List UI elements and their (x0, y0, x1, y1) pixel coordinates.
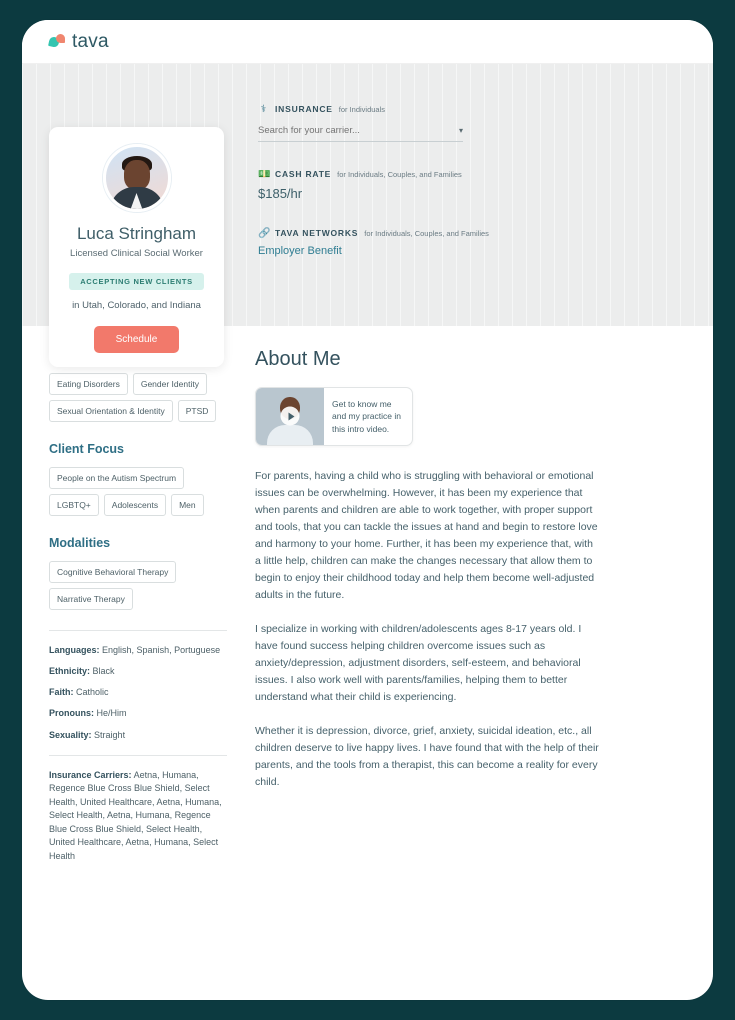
sexuality-row (49, 729, 227, 741)
tava-networks-block (258, 228, 558, 257)
insurance-subtitle: for Individuals (338, 105, 386, 114)
chip[interactable]: LGBTQ+ (49, 494, 99, 516)
chip[interactable]: Gender Identity (133, 373, 207, 395)
cash-rate-block (258, 169, 558, 201)
divider (49, 630, 227, 631)
faith-label: Faith: (49, 687, 74, 698)
schedule-button[interactable]: Schedule (94, 326, 180, 353)
cash-rate-subtitle: for Individuals, Couples, and Families (337, 170, 462, 179)
therapist-location: in Utah, Colorado, and Indiana (72, 300, 201, 311)
chip[interactable]: Narrative Therapy (49, 588, 133, 610)
about-section (255, 348, 600, 863)
about-paragraph: Whether it is depression, divorce, grief, anxiety, suicidal ideation, etc., all children deserve to live happy lives. I have found that with the help of their parents, and the tools from a therapist, this can become a reality for every child. (255, 724, 599, 788)
tava-networks-title: TAVA NETWORKS (275, 228, 359, 238)
avatar (103, 144, 171, 212)
video-thumbnail[interactable] (256, 388, 324, 445)
chip[interactable]: Adolescents (104, 494, 166, 516)
pronouns-label: Pronouns: (49, 708, 94, 719)
insurance-block (258, 104, 558, 142)
tava-networks-subtitle: for Individuals, Couples, and Families (364, 229, 489, 238)
faith-row (49, 686, 227, 698)
modalities-chip-list (49, 561, 227, 610)
languages-value: English, Spanish, Portuguese (102, 645, 221, 655)
languages-label: Languages: (49, 645, 100, 655)
carrier-select[interactable] (258, 125, 463, 142)
about-paragraph: For parents, having a child who is struggling with behavioral or emotional issues can be overwhelming. However, it has been my experience that when parents and children are able to work together, with proper support and tools, that you can tackle the issues at hand and begin to restore love and harmony to your home. Further, it has been my experience that, with a little help, children can make the changes necessary that allow them to begin to enjoy their childhood today and help them become well-adjusted adults in the future. (255, 469, 598, 601)
hero-details-panel (258, 104, 558, 257)
modalities-heading: Modalities (49, 536, 111, 550)
tava-logo-text: tava (72, 30, 109, 52)
pronouns-value: He/Him (96, 708, 127, 719)
shield-icon: ⚕ (260, 104, 267, 115)
about-heading: About Me (255, 348, 341, 370)
insurance-carriers-row (49, 769, 227, 864)
chip[interactable]: Men (171, 494, 204, 516)
chip[interactable]: PTSD (178, 400, 217, 422)
insurance-title: INSURANCE (275, 104, 333, 114)
cash-rate-title: CASH RATE (275, 169, 332, 179)
intro-video-card[interactable] (255, 387, 413, 446)
status-badge: ACCEPTING NEW CLIENTS (69, 273, 204, 290)
cash-rate-value: $185/hr (258, 186, 303, 201)
insurance-carriers-label: Insurance Carriers: (49, 769, 132, 780)
pronouns-row (49, 707, 227, 719)
play-icon[interactable] (281, 407, 300, 426)
employer-benefit-link[interactable]: Employer Benefit (258, 245, 342, 257)
client-focus-chip-list (49, 467, 227, 516)
therapist-name: Luca Stringham (76, 224, 197, 243)
faith-value: Catholic (76, 687, 109, 698)
ethnicity-value: Black (92, 666, 115, 677)
challenges-chip-list (49, 373, 227, 422)
video-caption: Get to know me and my practice in this intro video. (332, 399, 401, 434)
ethnicity-row (49, 665, 227, 677)
sexuality-value: Straight (94, 729, 126, 740)
about-paragraph: I specialize in working with children/adolescents ages 8-17 years old. I have found success helping children overcome issues such as anxiety/depression, adjustment disorders, self-esteem, and behavioral issues. I also work well with parents/families, helping them to better understand what their child is experiencing. (255, 622, 582, 703)
ethnicity-label: Ethnicity: (49, 666, 91, 677)
chip[interactable]: Sexual Orientation & Identity (49, 400, 173, 422)
therapist-credential: Licensed Clinical Social Worker (70, 248, 203, 259)
main-content (22, 326, 713, 863)
money-icon: 💵 (258, 169, 271, 180)
tava-logo-mark (49, 34, 66, 50)
chevron-down-icon[interactable]: ▾ (458, 126, 463, 135)
chip[interactable]: People on the Autism Spectrum (49, 467, 184, 489)
insurance-carriers-value: Aetna, Humana, Regence Blue Cross Blue Shield, Select Health, United Healthcare, Aetna, Humana, Select Health, Aetna, Humana, Regence Blue Cross Blue Shield, Select Health, United Healthcare, Aetna, Humana, Select Health (49, 769, 222, 861)
chip[interactable]: Eating Disorders (49, 373, 128, 395)
sexuality-label: Sexuality: (49, 729, 92, 740)
browser-window (22, 20, 713, 1000)
left-sidebar (49, 348, 227, 863)
divider (49, 755, 227, 756)
hero-section (22, 64, 713, 345)
chip[interactable]: Cognitive Behavioral Therapy (49, 561, 176, 583)
carrier-search-input[interactable] (258, 125, 428, 136)
languages-row (49, 644, 227, 656)
network-icon: 🔗 (258, 228, 271, 239)
top-navigation-bar (22, 20, 713, 64)
client-focus-heading: Client Focus (49, 442, 125, 456)
therapist-profile-card (49, 127, 224, 367)
tava-logo[interactable] (49, 31, 109, 53)
